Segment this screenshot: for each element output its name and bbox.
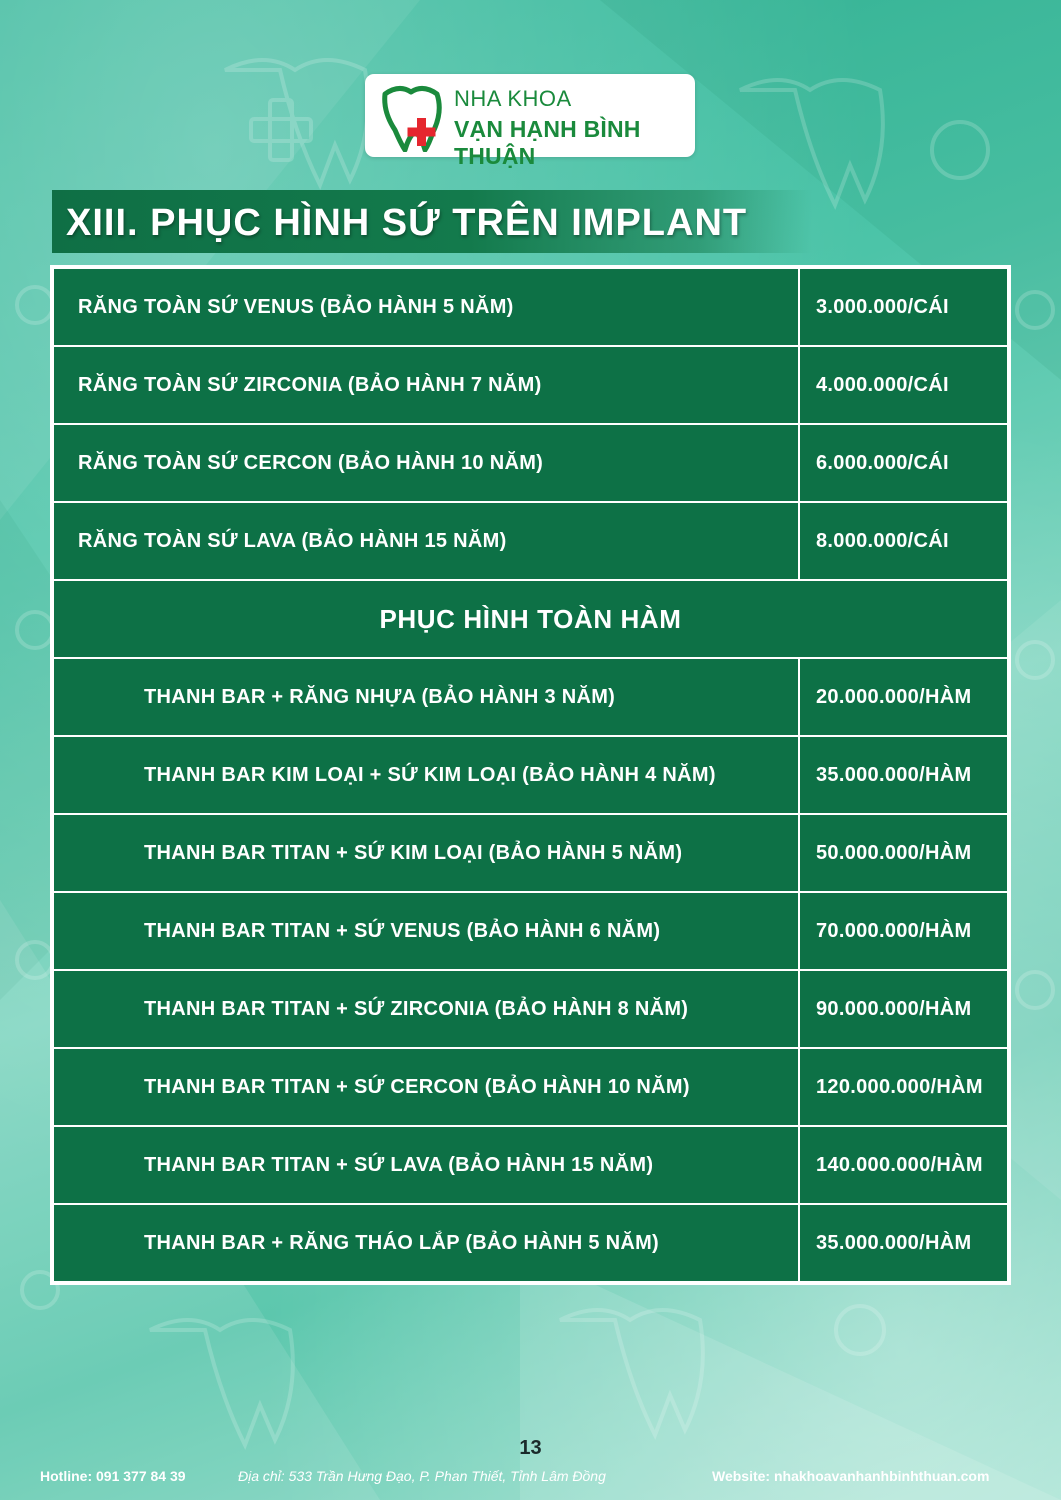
- service-name: THANH BAR TITAN + SỨ LAVA (BẢO HÀNH 15 NĂM): [53, 1126, 799, 1204]
- table-row: [53, 346, 1008, 424]
- service-name: THANH BAR + RĂNG NHỰA (BẢO HÀNH 3 NĂM): [53, 658, 799, 736]
- clinic-logo: [365, 74, 695, 169]
- service-price: 70.000.000/HÀM: [799, 892, 1008, 970]
- service-price: 120.000.000/HÀM: [799, 1048, 1008, 1126]
- price-table: [52, 267, 1009, 1283]
- table-row: [53, 814, 1008, 892]
- table-row: [53, 658, 1008, 736]
- service-name: THANH BAR TITAN + SỨ ZIRCONIA (BẢO HÀNH 8 NĂM): [53, 970, 799, 1048]
- footer-address: Địa chỉ: 533 Trần Hưng Đạo, P. Phan Thiết, Tỉnh Lâm Đồng: [238, 1468, 606, 1484]
- tooth-cross-icon: [377, 80, 447, 152]
- service-name: RĂNG TOÀN SỨ VENUS (BẢO HÀNH 5 NĂM): [53, 268, 799, 346]
- service-price: 35.000.000/HÀM: [799, 736, 1008, 814]
- page-number: 13: [519, 1437, 542, 1459]
- service-price: 20.000.000/HÀM: [799, 658, 1008, 736]
- service-name: THANH BAR TITAN + SỨ VENUS (BẢO HÀNH 6 NĂM): [53, 892, 799, 970]
- section-heading-row: [53, 580, 1008, 658]
- table-row: [53, 268, 1008, 346]
- service-price: 8.000.000/CÁI: [799, 502, 1008, 580]
- service-name: THANH BAR TITAN + SỨ KIM LOẠI (BẢO HÀNH 5 NĂM): [53, 814, 799, 892]
- service-name: THANH BAR TITAN + SỨ CERCON (BẢO HÀNH 10 NĂM): [53, 1048, 799, 1126]
- table-row: [53, 970, 1008, 1048]
- section-title: XIII. PHỤC HÌNH SỨ TRÊN IMPLANT: [66, 202, 748, 244]
- table-row: [53, 1126, 1008, 1204]
- logo-line1: NHA KHOA: [454, 86, 572, 111]
- table-row: [53, 736, 1008, 814]
- footer-website: Website: nhakhoavanhanhbinhthuan.com: [712, 1468, 990, 1484]
- service-price: 3.000.000/CÁI: [799, 268, 1008, 346]
- footer-hotline: Hotline: 091 377 84 39: [40, 1468, 186, 1484]
- service-price: 140.000.000/HÀM: [799, 1126, 1008, 1204]
- table-row: [53, 1204, 1008, 1282]
- footer: [0, 1466, 1061, 1488]
- service-price: 35.000.000/HÀM: [799, 1204, 1008, 1282]
- service-price: 50.000.000/HÀM: [799, 814, 1008, 892]
- service-price: 4.000.000/CÁI: [799, 346, 1008, 424]
- table-row: [53, 502, 1008, 580]
- service-name: RĂNG TOÀN SỨ LAVA (BẢO HÀNH 15 NĂM): [53, 502, 799, 580]
- table-row: [53, 892, 1008, 970]
- service-name: THANH BAR + RĂNG THÁO LẮP (BẢO HÀNH 5 NĂM): [53, 1204, 799, 1282]
- service-name: RĂNG TOÀN SỨ ZIRCONIA (BẢO HÀNH 7 NĂM): [53, 346, 799, 424]
- table-row: [53, 1048, 1008, 1126]
- service-price: 6.000.000/CÁI: [799, 424, 1008, 502]
- service-price: 90.000.000/HÀM: [799, 970, 1008, 1048]
- table-row: [53, 424, 1008, 502]
- logo-line2: VẠN HẠNH BÌNH THUẬN: [454, 116, 641, 169]
- full-arch-heading: PHỤC HÌNH TOÀN HÀM: [53, 580, 1008, 658]
- service-name: THANH BAR KIM LOẠI + SỨ KIM LOẠI (BẢO HÀNH 4 NĂM): [53, 736, 799, 814]
- section-title-bar: [52, 190, 812, 253]
- service-name: RĂNG TOÀN SỨ CERCON (BẢO HÀNH 10 NĂM): [53, 424, 799, 502]
